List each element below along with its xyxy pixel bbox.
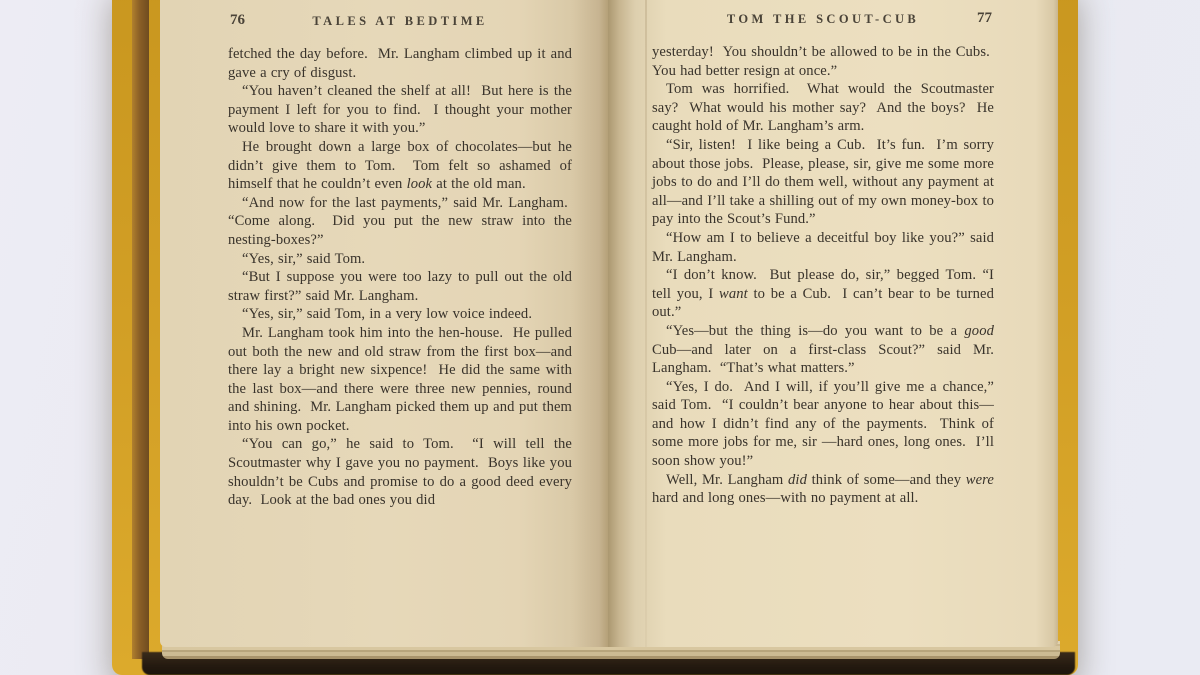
page-number-left: 76	[230, 12, 245, 28]
text-run: hard and long ones—with no payment at all.	[652, 490, 919, 507]
paragraph	[652, 80, 994, 136]
paragraph	[652, 43, 994, 80]
page-crease	[645, 0, 647, 647]
text-run: Well, Mr. Langham	[666, 471, 789, 488]
paragraph	[228, 194, 572, 250]
paragraph	[228, 324, 572, 436]
text-run: “How am I to believe a deceitful boy like you?” said Mr. Langham.	[652, 229, 994, 265]
italic-text: were	[965, 471, 994, 488]
italic-text: look	[406, 176, 433, 193]
text-run: Tom was horrified. What would the Scoutmaster say? What would his mother say? And the boys? He caught hold of Mr. Langham’s arm.	[652, 81, 994, 135]
text-run: Cub—and later on a first-class Scout?” said Mr. Langham. “That’s what matters.”	[652, 341, 994, 377]
text-run: “You can go,” he said to Tom. “I will tell the Scoutmaster why I gave you no payment. Boys like you shouldn’t be Cubs and promise to do a good deed every day. Look at the bad ones you did	[228, 436, 572, 509]
text-run: “Yes, I do. And I will, if you’ll give me a chance,” said Tom. “I couldn’t bear anyone to hear about this—and how I didn’t find any of the payments. Think of some more jobs for me, sir —hard ones, long ones. I’ll soon show you!”	[652, 378, 994, 470]
right-page-body	[652, 43, 994, 508]
right-page-header	[652, 12, 994, 30]
paragraph	[228, 268, 572, 305]
left-page-body	[228, 45, 572, 510]
text-run: “But I suppose you were too lazy to pull out the old straw first?” said Mr. Langham.	[228, 269, 572, 304]
italic-text: did	[788, 471, 807, 488]
left-page-header	[228, 14, 572, 32]
italic-text: good	[964, 322, 994, 339]
paragraph	[228, 435, 572, 509]
paragraph	[228, 45, 572, 82]
paragraph	[228, 250, 572, 269]
paragraph	[652, 471, 994, 508]
paragraph	[652, 266, 994, 322]
text-run: at the old man.	[432, 176, 526, 193]
running-title-right: TOM THE SCOUT-CUB	[726, 12, 920, 26]
paragraph	[652, 322, 994, 378]
text-run: think of some—and they	[806, 471, 966, 488]
text-run: to be a Cub. I can’t bear to be turned out.”	[652, 285, 994, 321]
book-board-edge	[132, 0, 149, 659]
left-page-text	[228, 14, 572, 510]
text-run: “You haven’t cleaned the shelf at all! But here is the payment I left for you to find. I thought your mother would love to share it with you.”	[228, 83, 572, 137]
book	[112, 0, 1078, 675]
paragraph	[228, 82, 572, 138]
paragraph	[652, 378, 994, 471]
text-run: fetched the day before. Mr. Langham climbed up it and gave a cry of disgust.	[228, 46, 572, 81]
text-run: “And now for the last payments,” said Mr. Langham. “Come along. Did you put the new straw into the nesting-boxes?”	[228, 194, 572, 248]
text-run: Mr. Langham took him into the hen-house. He pulled out both the new and old straw from the first box—and there lay a bright new sixpence! He did the same with the last box—and there were three new pennies, round and shining. Mr. Langham picked them up and put them into his own pocket.	[228, 324, 572, 434]
text-run: “I don’t know. But please do, sir,” begged Tom. “I tell you, I	[652, 267, 994, 302]
right-page-text	[652, 12, 994, 508]
running-title-left: TALES AT BEDTIME	[312, 14, 488, 28]
text-run: “Yes—but the thing is—do you want to be a	[666, 322, 965, 339]
text-run: He brought down a large box of chocolates—but he didn’t give them to Tom. Tom felt so ashamed of himself that he couldn’t even	[228, 138, 572, 193]
paragraph	[652, 229, 994, 266]
paragraph	[228, 305, 572, 324]
paragraph	[228, 138, 572, 194]
text-run: “Sir, listen! I like being a Cub. It’s fun. I’m sorry about those jobs. Please, please, sir, give me some more jobs to do and I’ll do them well, without any payment at all—and I’ll take a shilling out of my own money-box to pay into the Scout’s Fund.”	[652, 136, 994, 228]
page-number-right: 77	[977, 10, 992, 26]
paragraph	[652, 136, 994, 229]
italic-text: want	[718, 285, 748, 302]
text-run: “Yes, sir,” said Tom.	[242, 250, 366, 267]
text-run: yesterday! You shouldn’t be allowed to be in the Cubs. You had better resign at once.”	[652, 44, 994, 79]
text-run: “Yes, sir,” said Tom, in a very low voice indeed.	[242, 306, 533, 323]
